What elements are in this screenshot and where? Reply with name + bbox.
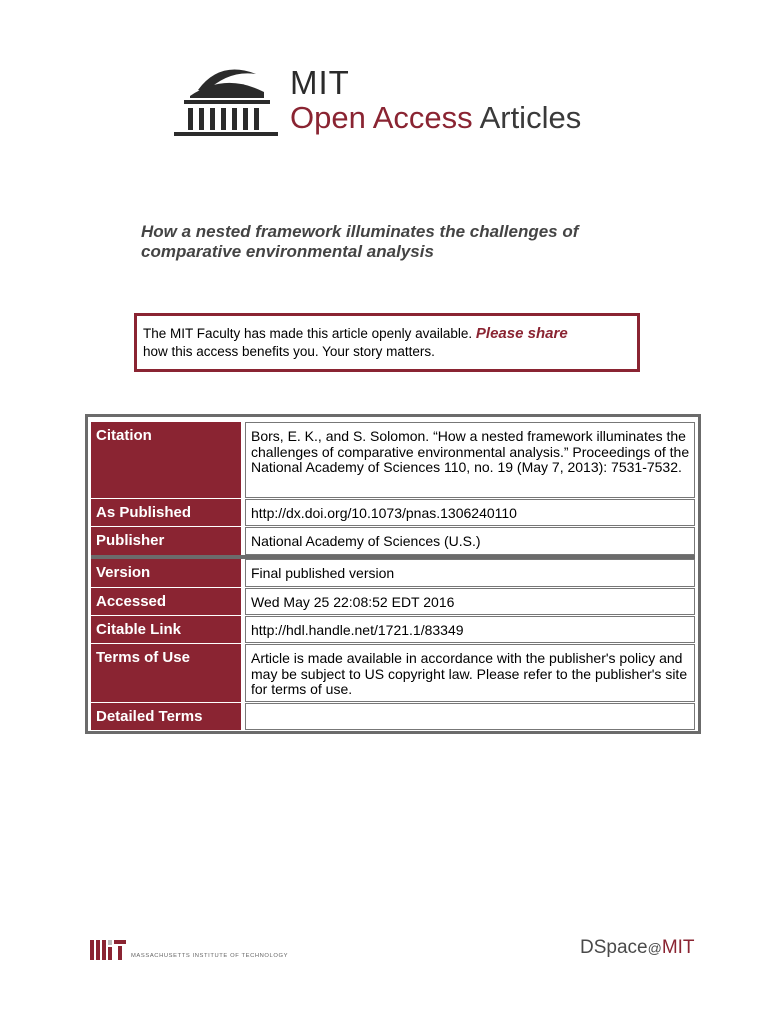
metadata-table (85, 414, 701, 734)
logo-open-access-text: Open Access (290, 100, 473, 135)
share-text-1: The MIT Faculty has made this article openly available. (143, 326, 473, 341)
dspace-mit-text: MIT (661, 937, 695, 958)
metadata-value: Wed May 25 22:08:52 EDT 2016 (245, 588, 695, 615)
dspace-text: DSpace (580, 937, 648, 958)
logo-mit-text: MIT (290, 64, 350, 101)
article-title: How a nested framework illuminates the challenges of comparative environmental analysis (141, 222, 579, 261)
doi-link[interactable]: http://dx.doi.org/10.1073/pnas.1306240110 (245, 499, 695, 526)
handle-link[interactable]: http://hdl.handle.net/1721.1/83349 (245, 616, 695, 643)
logo-articles-text: Articles (479, 100, 582, 135)
please-share-link[interactable]: Please share (475, 325, 568, 342)
logo-open-access-articles (290, 100, 581, 136)
metadata-row-detailed-terms (91, 703, 695, 730)
metadata-row-citable-link (91, 616, 695, 643)
metadata-label: Citable Link (91, 616, 241, 643)
metadata-row-terms-of-use (91, 644, 695, 702)
share-box (134, 313, 640, 372)
metadata-label: Publisher (91, 527, 241, 555)
metadata-row-accessed (91, 588, 695, 615)
metadata-row-citation (91, 422, 695, 498)
metadata-row-publisher (91, 527, 695, 555)
metadata-label: Terms of Use (91, 644, 241, 702)
dspace-at: @ (647, 940, 662, 956)
share-text-2: how this access benefits you. Your story matters. (143, 344, 435, 359)
metadata-label: Version (91, 559, 241, 587)
metadata-value: Final published version (245, 559, 695, 587)
mit-open-access-logo (170, 62, 610, 142)
metadata-value: Bors, E. K., and S. Solomon. “How a nested framework illuminates the challenges of comparative environmental analysis.” Proceedings of the National Academy of Sciences 110, no. 19 (May 7, 2013): 7531-7532. (245, 422, 695, 498)
metadata-label: Citation (91, 422, 241, 498)
dome-logo-icon (170, 62, 280, 140)
metadata-row-version (91, 559, 695, 587)
detailed-terms-link[interactable] (245, 703, 695, 730)
metadata-label: As Published (91, 499, 241, 526)
dspace-logo[interactable] (580, 937, 695, 959)
metadata-label: Detailed Terms (91, 703, 241, 730)
mit-footer-text: MASSACHUSETTS INSTITUTE OF TECHNOLOGY (131, 953, 289, 959)
metadata-label: Accessed (91, 588, 241, 615)
mit-footer-logo-icon (90, 940, 128, 962)
metadata-value: Article is made available in accordance with the publisher's policy and may be subject to US copyright law. Please refer to the publisher's site for terms of use. (245, 644, 695, 702)
metadata-value: National Academy of Sciences (U.S.) (245, 527, 695, 555)
metadata-row-as-published (91, 499, 695, 526)
